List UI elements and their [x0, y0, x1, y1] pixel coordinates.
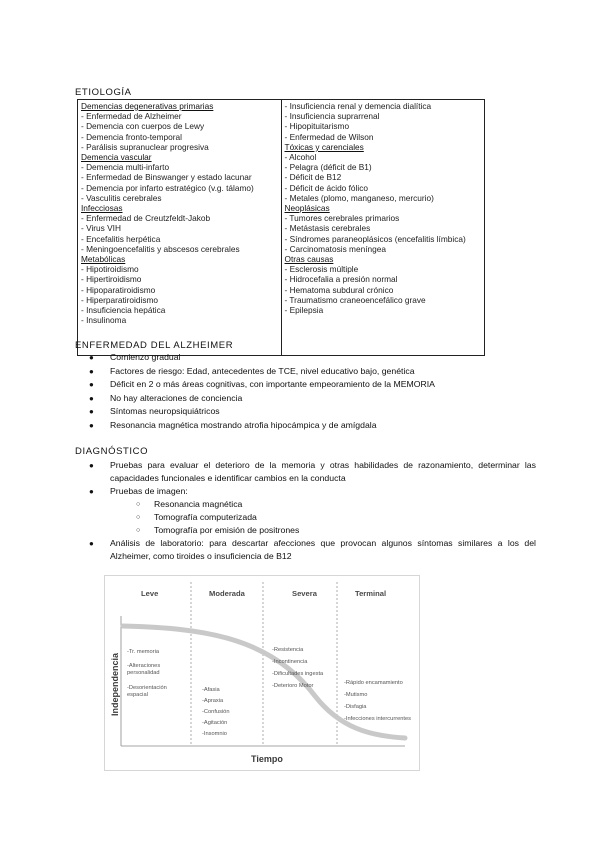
stage-item: -Desorientación	[127, 685, 167, 691]
x-axis-label: Tiempo	[251, 754, 283, 764]
stage-item: -Insomnio	[202, 731, 227, 737]
etiology-category: Demencia vascular	[81, 152, 152, 163]
alzheimer-item-text: Comienzo gradual	[110, 352, 181, 362]
stage-item: -Afasia	[202, 687, 220, 693]
etiology-item: - Enfermedad de Creutzfeldt-Jakob	[81, 213, 211, 224]
etiology-item: - Tumores cerebrales primarios	[284, 213, 400, 224]
etiology-item: - Alcohol	[284, 152, 317, 163]
etiology-item: - Insulinoma	[81, 315, 127, 326]
etiology-item: - Síndromes paraneoplásicos (encefalitis límbica)	[284, 233, 466, 244]
etiology-item: - Carcinomatosis meníngea	[284, 243, 386, 254]
etiology-category: Metabólicas	[81, 254, 126, 265]
etiology-table	[77, 99, 485, 356]
etiology-item: - Metástasis cerebrales	[284, 223, 371, 234]
etiology-right-column	[281, 100, 485, 355]
bullet-icon: ●	[89, 420, 94, 430]
list-item	[86, 419, 536, 433]
etiology-item: - Metales (plomo, manganeso, mercurio)	[284, 192, 434, 203]
etiology-title: ETIOLOGÍA	[75, 87, 132, 98]
diagnosis-title: DIAGNÓSTICO	[75, 446, 149, 457]
bullet-icon: ●	[89, 487, 94, 496]
alzheimer-item-text: Síntomas neuropsiquiátricos	[110, 406, 220, 417]
etiology-item: - Enfermedad de Wilson	[284, 131, 374, 142]
etiology-item: - Epilepsia	[284, 305, 324, 316]
circle-bullet-icon: ○	[136, 501, 141, 508]
etiology-item: - Demencia fronto-temporal	[81, 131, 182, 142]
etiology-item: - Enfermedad de Alzheimer	[81, 111, 182, 122]
stage-item: -Incontinencia	[272, 659, 308, 665]
list-item	[86, 459, 536, 485]
list-item	[86, 405, 536, 419]
stage-item: -Infecciones intercurrentes	[344, 716, 412, 722]
diagnosis-item-text: Pruebas para evaluar el deterioro de la memoria y otras habilidades de razonamiento, determinar las capacidades funcionales e identificar cambios en la conducta	[110, 460, 536, 483]
etiology-category: Demencias degenerativas primarias	[81, 101, 214, 111]
etiology-item: - Hipotiroidismo	[81, 264, 139, 275]
stage-item: -Deterioro Motor	[272, 683, 314, 689]
list-item	[86, 365, 536, 379]
terminal-items	[344, 680, 411, 722]
etiology-item: - Hematoma subdural crónico	[284, 284, 394, 295]
alzheimer-item-text: No hay alteraciones de conciencia	[110, 392, 243, 403]
alzheimer-item-text: Factores de riesgo: Edad, antecedentes de TCE, nivel educativo bajo, genética	[110, 365, 415, 376]
etiology-item: - Encefalitis herpética	[81, 233, 161, 244]
stage-item: -Dificultades ingesta	[272, 671, 324, 677]
etiology-item: - Virus VIH	[81, 223, 121, 234]
list-item	[86, 351, 536, 365]
bullet-icon: ●	[89, 393, 94, 403]
bullet-icon: ●	[89, 461, 94, 470]
etiology-item: - Hiperparatiroidismo	[81, 294, 159, 305]
bullet-icon: ●	[89, 539, 94, 548]
stage-label-terminal: Terminal	[355, 589, 387, 598]
stage-label-moderada: Moderada	[209, 589, 245, 598]
alzheimer-item-text: Resonancia magnética mostrando atrofia hipocámpica y de amígdala	[110, 419, 377, 430]
stage-label-severa: Severa	[292, 589, 317, 598]
alzheimer-title: ENFERMEDAD DEL ALZHEIMER	[75, 340, 234, 351]
circle-bullet-icon: ○	[136, 527, 141, 534]
alzheimer-list	[86, 351, 536, 433]
bullet-icon: ●	[89, 380, 94, 390]
stage-item: -Alteraciones	[127, 663, 161, 669]
stage-item: -Tr. memoria	[127, 649, 160, 655]
imaging-item-text: Resonancia magnética	[154, 499, 243, 509]
stage-item: -Agitación	[202, 720, 228, 726]
list-item	[86, 378, 536, 392]
etiology-item: - Enfermedad de Binswanger y estado lacunar	[81, 172, 252, 183]
list-item	[110, 524, 536, 537]
bullet-icon: ●	[89, 353, 94, 362]
stage-item: -Resistencia	[272, 647, 304, 653]
etiology-item: - Déficit de B12	[284, 172, 342, 183]
diagnosis-item-text: Pruebas de imagen:	[110, 486, 188, 496]
stage-item: -Apraxia	[202, 698, 224, 704]
imaging-sublist	[110, 498, 536, 537]
etiology-item: - Traumatismo craneoencefálico grave	[284, 294, 426, 305]
list-item	[110, 511, 536, 524]
etiology-item: - Parálisis supranuclear progresiva	[81, 141, 209, 152]
etiology-item: - Hipoparatiroidismo	[81, 284, 156, 295]
etiology-item: - Demencia por infarto estratégico (v.g. tálamo)	[81, 182, 254, 193]
etiology-item: - Déficit de ácido fólico	[284, 182, 368, 193]
list-item	[110, 498, 536, 511]
etiology-category: Tóxicas y carenciales	[284, 141, 364, 152]
etiology-item: - Esclerosis múltiple	[284, 264, 359, 275]
diagnosis-list	[86, 459, 536, 563]
y-axis-label: Independencia	[110, 652, 120, 716]
list-item	[86, 392, 536, 406]
stage-item: -Disfagia	[344, 704, 367, 710]
etiology-item: - Hipopituitarismo	[284, 121, 350, 132]
etiology-item: - Vasculitis cerebrales	[81, 192, 162, 203]
etiology-category: Otras causas	[284, 254, 334, 265]
bullet-icon: ●	[89, 407, 94, 417]
stages-diagram	[105, 576, 421, 772]
etiology-item: - Insuficiencia hepática	[81, 305, 166, 316]
stage-label-leve: Leve	[141, 589, 159, 598]
etiology-item: - Insuficiencia suprarrenal	[284, 111, 380, 122]
alzheimer-stages-figure	[104, 575, 420, 771]
etiology-left-column	[78, 100, 281, 355]
leve-items	[127, 649, 167, 698]
list-item	[86, 485, 536, 537]
stage-item: -Rápido encamamiento	[344, 680, 403, 686]
severa-items	[272, 647, 324, 689]
etiology-item: - Demencia con cuerpos de Lewy	[81, 121, 205, 132]
stage-item: personalidad	[127, 670, 160, 676]
moderada-items	[202, 687, 230, 737]
bullet-icon: ●	[89, 366, 94, 376]
stage-item: -Mutismo	[344, 692, 368, 698]
etiology-category: Infecciosas	[81, 203, 123, 214]
etiology-category: Neoplásicas	[284, 203, 330, 214]
etiology-item: - Hipertiroidismo	[81, 274, 142, 285]
etiology-item: - Demencia multi-infarto	[81, 162, 170, 173]
circle-bullet-icon: ○	[136, 514, 141, 521]
diagnosis-item-text: Análisis de laboratorio: para descartar afecciones que provocan algunos síntomas similares a los del Alzheimer, como tiroides o insuficiencia de B12	[110, 538, 536, 561]
imaging-item-text: Tomografía computerizada	[154, 512, 257, 522]
stage-item: espacial	[127, 692, 148, 698]
imaging-item-text: Tomografía por emisión de positrones	[154, 525, 300, 535]
list-item	[86, 537, 536, 563]
etiology-item: - Hidrocefalia a presión normal	[284, 274, 398, 285]
etiology-item: - Insuficiencia renal y demencia dialítica	[284, 101, 432, 111]
etiology-item: - Meningoencefalitis y abscesos cerebrales	[81, 243, 240, 254]
alzheimer-item-text: Déficit en 2 o más áreas cognitivas, con importante empeoramiento de la MEMORIA	[110, 379, 435, 390]
stage-item: -Confusión	[202, 709, 230, 715]
etiology-item: - Pelagra (déficit de B1)	[284, 162, 372, 173]
